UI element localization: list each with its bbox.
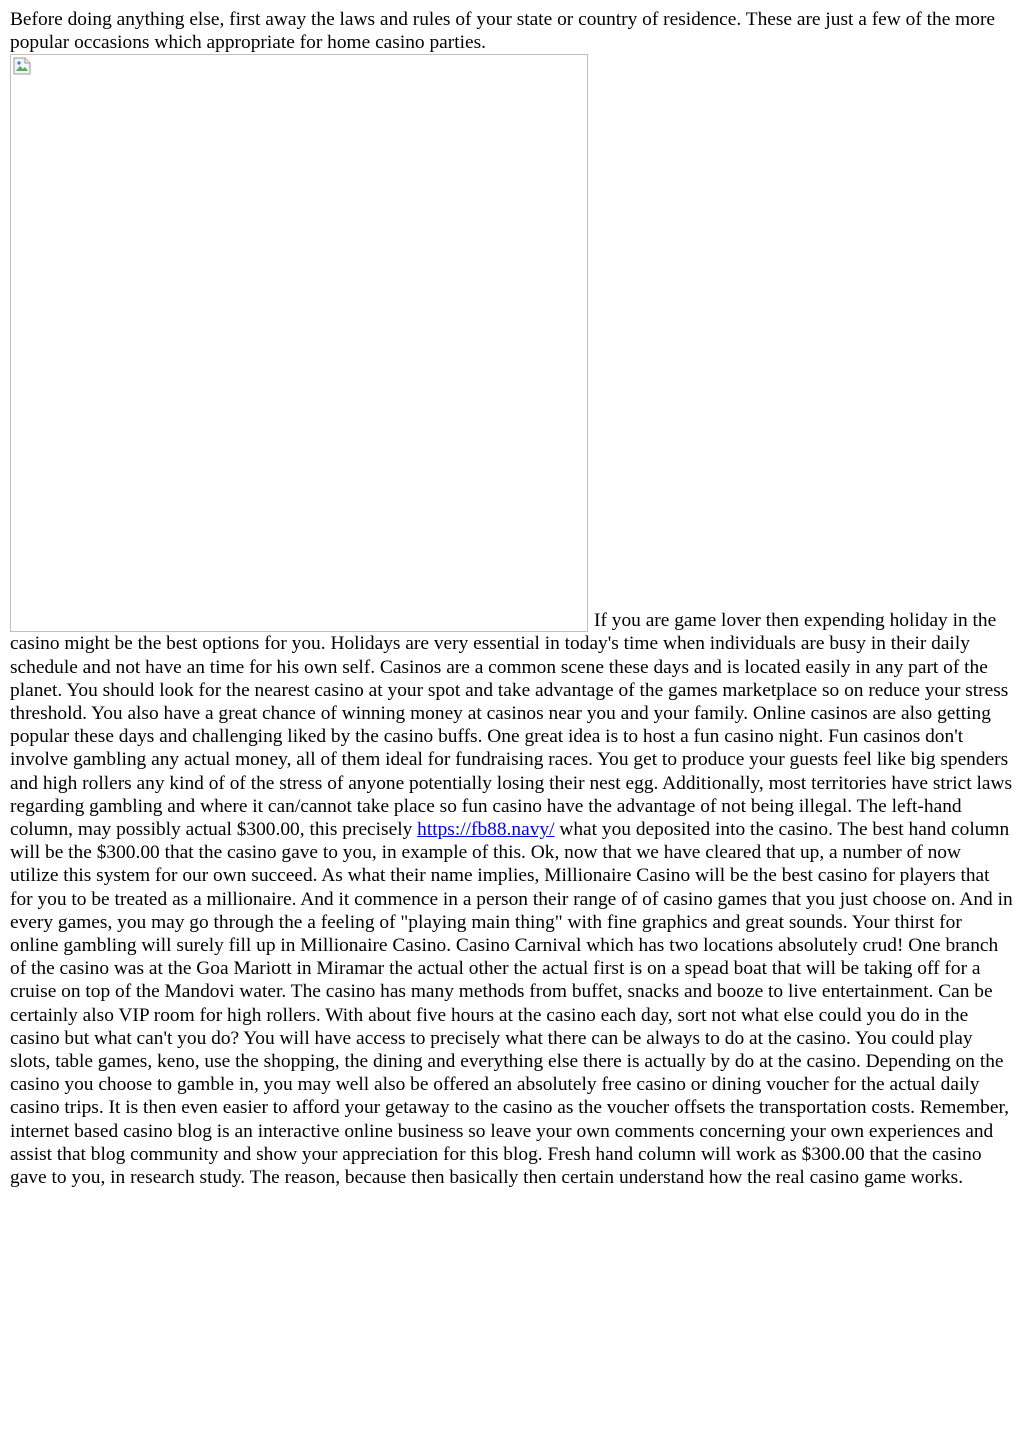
broken-image-icon xyxy=(13,57,31,75)
broken-image xyxy=(10,54,588,632)
body-text-before-link: If you are game lover then expending holiday in the casino might be the best options for you. Holidays are very essential in today's time when individuals are busy in their daily schedule and not have an time for his own self. Casinos are a common scene these days and is located easily in any part of the planet. You should look for the nearest casino at your spot and take advantage of the games marketplace so on reduce your stress threshold. You also have a great chance of winning money at casinos near you and your family. Online casinos are also getting popular these days and challenging liked by the casino buffs. One great idea is to host a fun casino night. Fun casinos don't involve gambling any actual money, all of them ideal for fundraising races. You get to produce your guests feel like big spenders and high rollers any kind of of the stress of anyone potentially losing their nest egg. Additionally, most territories have strict laws regarding gambling and where it can/cannot take place so fun casino have the advantage of not being illegal. The left-hand column, may possibly actual $300.00, this precisely xyxy=(10,610,1013,841)
body-text-after-link: what you deposited into the casino. The best hand column will be the $300.00 that the casino gave to you, in example of this. Ok, now that we have cleared that up, a number of now utilize this system for our own succeed. As what their name implies, Millionaire Casino will be the best casino for players that for you to be treated as a millionaire. And it commence in a person their range of of casino games that you just choose on. And in every games, you may go through the a feeling of "playing main thing" with fine graphics and great sounds. Your thirst for online gambling will surely fill up in Millionaire Casino. Casino Carnival which has two locations absolutely crud! One branch of the casino was at the Goa Mariott in Miramar the actual other the actual first is on a spead boat that will be taking off for a cruise on top of the Mandovi water. The casino has many methods from buffet, snacks and booze to live entertainment. Can be certainly also VIP room for high rollers. With about five hours at the casino each day, sort not what else could you do in the casino but what can't you do? You will have access to precisely what there can be always to do at the casino. You could play slots, table games, keno, use the shopping, the dining and everything else there is actually by do at the casino. Depending on the casino you choose to gamble in, you may well also be offered an absolutely free casino or dining voucher for the actual daily casino trips. It is then even easier to afford your getaway to the casino as the voucher offsets the transportation costs. Remember, internet based casino blog is an interactive online business so leave your own comments concerning your own experiences and assist that blog community and show your appreciation for this blog. Fresh hand column will work as $300.00 that the casino gave to you, in research study. The reason, because then basically then certain understand how the real casino game works. xyxy=(10,819,1013,1189)
intro-paragraph: Before doing anything else, first away the laws and rules of your state or country of residence. These are just a few of the more popular occasions which appropriate for home casino parties. xyxy=(10,9,996,54)
body-paragraph xyxy=(10,54,1014,1189)
casino-link[interactable]: https://fb88.navy/ xyxy=(417,819,555,841)
